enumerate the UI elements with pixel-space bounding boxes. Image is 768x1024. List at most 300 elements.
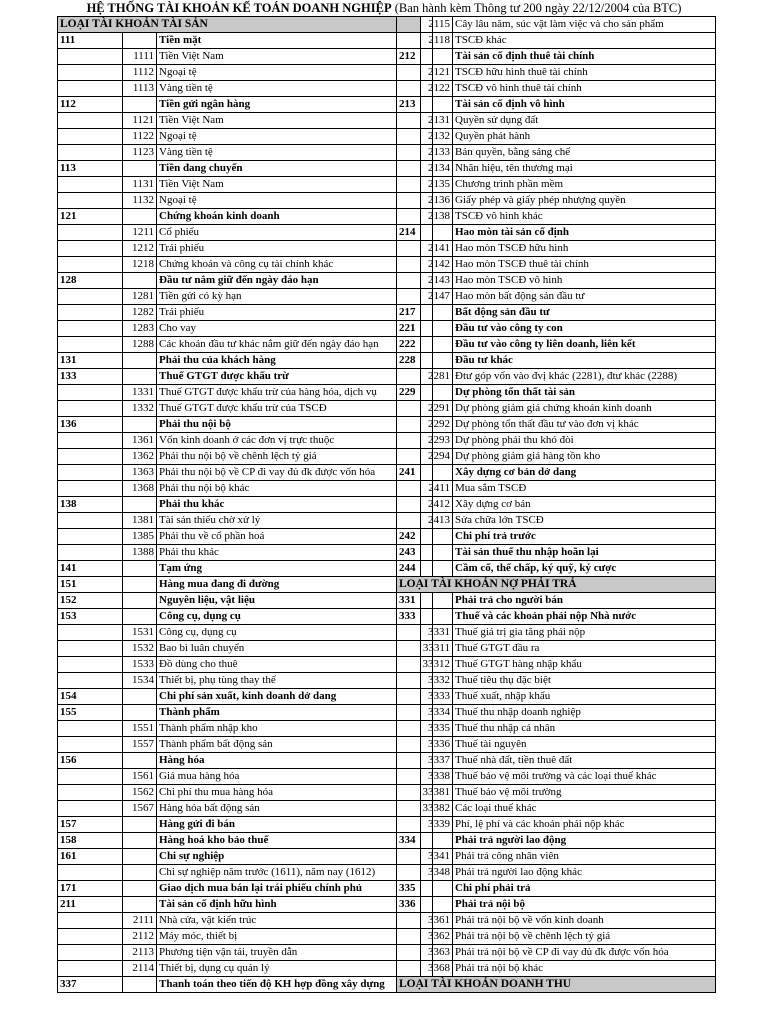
account-name: Dự phòng tổn thất đầu tư vào đơn vị khác xyxy=(453,417,716,433)
account-name: Mua sắm TSCĐ xyxy=(453,481,716,497)
account-row xyxy=(58,465,433,481)
account-row xyxy=(58,785,433,801)
account-code: 111 xyxy=(58,33,123,49)
account-code: 212 xyxy=(397,49,453,65)
account-row xyxy=(397,753,716,769)
sub-account-code: 1283 xyxy=(123,321,157,337)
account-row xyxy=(58,33,433,49)
account-code: 158 xyxy=(58,833,123,849)
sub-account-code xyxy=(123,577,157,593)
sub-account-code: 2135 xyxy=(397,177,453,193)
account-row xyxy=(58,961,433,977)
sub-account-code: 1331 xyxy=(123,385,157,401)
account-name: Ngoại tệ xyxy=(157,65,421,81)
account-name: Thành phẩm bất động sản xyxy=(157,737,421,753)
account-row xyxy=(397,945,716,961)
account-name: Cổ phiếu xyxy=(157,225,421,241)
account-name: Chi phí thu mua hàng hóa xyxy=(157,785,421,801)
account-code xyxy=(58,385,123,401)
account-name: Thành phẩm xyxy=(157,705,421,721)
account-row xyxy=(397,401,716,417)
sub-account-code: 3368 xyxy=(397,961,453,977)
account-name: Phải thu nội bộ khác xyxy=(157,481,421,497)
account-name: Tiền đang chuyển xyxy=(157,161,421,177)
sub-account-code: 2132 xyxy=(397,129,453,145)
account-name: Phí, lệ phí và các khoản phải nộp khác xyxy=(453,817,716,833)
account-row xyxy=(58,817,433,833)
account-row xyxy=(397,417,716,433)
account-code: 133 xyxy=(58,369,123,385)
sub-account-code: 1368 xyxy=(123,481,157,497)
account-name: Chi sự nghiệp xyxy=(157,849,421,865)
account-name: Thuế GTGT được khấu trừ xyxy=(157,369,421,385)
account-row xyxy=(397,33,716,49)
account-code xyxy=(58,177,123,193)
account-code xyxy=(58,529,123,545)
account-name: Quyền sử dụng đất xyxy=(453,113,716,129)
sub-account-code: 33311 xyxy=(397,641,453,657)
account-name: Thiết bị, dụng cụ quản lý xyxy=(157,961,421,977)
account-name: Phải thu nội bộ về chênh lệch tỷ giá xyxy=(157,449,421,465)
sub-account-code: 2122 xyxy=(397,81,453,97)
sub-account-code: 3331 xyxy=(397,625,453,641)
account-name: Chứng khoán và công cụ tài chính khác xyxy=(157,257,421,273)
account-row xyxy=(397,177,716,193)
account-name: Thuế bảo vệ môi trường xyxy=(453,785,716,801)
document-title xyxy=(0,0,768,16)
account-row xyxy=(397,337,716,353)
account-code xyxy=(58,65,123,81)
account-code xyxy=(58,657,123,673)
account-code xyxy=(58,129,123,145)
account-row xyxy=(397,513,716,529)
account-name: TSCĐ vô hình thuê tài chính xyxy=(453,81,716,97)
account-code xyxy=(58,321,123,337)
account-row xyxy=(58,753,433,769)
sub-account-code: 2111 xyxy=(123,913,157,929)
account-name: Phải thu khác xyxy=(157,545,421,561)
sub-account-code: 3337 xyxy=(397,753,453,769)
sub-account-code: 1557 xyxy=(123,737,157,753)
account-row xyxy=(397,641,716,657)
account-code xyxy=(58,545,123,561)
account-row xyxy=(58,977,433,993)
account-row xyxy=(58,881,433,897)
account-name: Phương tiện vận tải, truyền dẫn xyxy=(157,945,421,961)
sub-account-code xyxy=(123,881,157,897)
sub-account-code: 1122 xyxy=(123,129,157,145)
sub-account-code: 2113 xyxy=(123,945,157,961)
account-name: Vàng tiền tệ xyxy=(157,145,421,161)
sub-account-code: 1132 xyxy=(123,193,157,209)
account-name: Các khoản đầu tư khác nắm giữ đến ngày đáo hạn xyxy=(157,337,421,353)
account-name: Hàng mua đang đi đường xyxy=(157,577,421,593)
account-row xyxy=(397,833,716,849)
account-name: Tài sản cố định hữu hình xyxy=(157,897,421,913)
sub-account-code: 3361 xyxy=(397,913,453,929)
sub-account-code xyxy=(123,865,157,881)
account-row xyxy=(58,705,433,721)
account-name: Giá mua hàng hóa xyxy=(157,769,421,785)
account-row xyxy=(397,801,716,817)
account-row xyxy=(58,305,433,321)
account-row xyxy=(397,225,716,241)
account-name: Hàng hóa xyxy=(157,753,421,769)
sub-account-code: 3336 xyxy=(397,737,453,753)
account-row xyxy=(58,449,433,465)
account-name: Thiết bị, phụ tùng thay thế xyxy=(157,673,421,689)
sub-account-code xyxy=(123,97,157,113)
sub-account-code: 2147 xyxy=(397,289,453,305)
account-name: Phải trả nội bộ khác xyxy=(453,961,716,977)
account-code: 153 xyxy=(58,609,123,625)
sub-account-code xyxy=(123,689,157,705)
account-name: Thuế nhà đất, tiền thuê đất xyxy=(453,753,716,769)
account-row xyxy=(58,529,433,545)
sub-account-code: 2281 xyxy=(397,369,453,385)
account-name: Phải thu về cổ phần hoá xyxy=(157,529,421,545)
account-code: 138 xyxy=(58,497,123,513)
account-row xyxy=(397,17,716,33)
account-code: 171 xyxy=(58,881,123,897)
account-row xyxy=(397,129,716,145)
account-code xyxy=(58,289,123,305)
sub-account-code xyxy=(123,849,157,865)
account-code xyxy=(58,305,123,321)
account-name: Chứng khoán kinh doanh xyxy=(157,209,421,225)
account-row xyxy=(397,305,716,321)
account-code xyxy=(58,641,123,657)
account-name: Cây lâu năm, súc vật làm việc và cho sản phẩm xyxy=(453,17,716,33)
sub-account-code: 2293 xyxy=(397,433,453,449)
account-name: TSCĐ khác xyxy=(453,33,716,49)
sub-account-code: 2412 xyxy=(397,497,453,513)
account-code: 228 xyxy=(397,353,453,369)
account-name: Ngoại tệ xyxy=(157,129,421,145)
section-header-row xyxy=(397,977,716,993)
account-row xyxy=(58,513,433,529)
account-name: Phải trả nội bộ về chênh lệch tỷ giá xyxy=(453,929,716,945)
account-code xyxy=(58,433,123,449)
account-name: Hàng hóa bất động sản xyxy=(157,801,421,817)
account-row xyxy=(397,913,716,929)
account-name: Phải trả cho người bán xyxy=(453,593,716,609)
sub-account-code xyxy=(123,977,157,993)
account-row xyxy=(58,577,433,593)
account-code: 336 xyxy=(397,897,453,913)
account-name: Phải thu khác xyxy=(157,497,421,513)
sub-account-code xyxy=(123,833,157,849)
account-code xyxy=(58,401,123,417)
account-code: 243 xyxy=(397,545,453,561)
sub-account-code: 1385 xyxy=(123,529,157,545)
account-code: 157 xyxy=(58,817,123,833)
account-name: Nhà cửa, vật kiến trúc xyxy=(157,913,421,929)
account-name: Hao mòn TSCĐ vô hình xyxy=(453,273,716,289)
account-row xyxy=(397,209,716,225)
account-row xyxy=(397,65,716,81)
account-code xyxy=(58,81,123,97)
account-name: Bao bì luân chuyển xyxy=(157,641,421,657)
account-name: Hàng gửi đi bán xyxy=(157,817,421,833)
account-name: Công cụ, dụng cụ xyxy=(157,609,421,625)
sub-account-code xyxy=(123,353,157,369)
sub-account-code: 3339 xyxy=(397,817,453,833)
account-row xyxy=(397,561,716,577)
account-row xyxy=(58,945,433,961)
sub-account-code: 3332 xyxy=(397,673,453,689)
account-row xyxy=(397,193,716,209)
account-name: Tạm ứng xyxy=(157,561,421,577)
account-code xyxy=(58,865,123,881)
account-code xyxy=(58,465,123,481)
account-row xyxy=(58,833,433,849)
sub-account-code: 1531 xyxy=(123,625,157,641)
section-header: LOẠI TÀI KHOẢN NỢ PHẢI TRẢ xyxy=(397,577,716,593)
account-name: Tài sản thuế thu nhập hoãn lại xyxy=(453,545,716,561)
account-row xyxy=(397,97,716,113)
account-name: Hàng hoá kho bảo thuế xyxy=(157,833,421,849)
account-name: Hao mòn TSCĐ hữu hình xyxy=(453,241,716,257)
sub-account-code: 1112 xyxy=(123,65,157,81)
account-name: Vốn kinh doanh ở các đơn vị trực thuộc xyxy=(157,433,421,449)
account-row xyxy=(58,769,433,785)
sub-account-code: 1381 xyxy=(123,513,157,529)
sub-account-code xyxy=(123,817,157,833)
account-row xyxy=(397,321,716,337)
account-name: Chi sự nghiệp năm trước (1611), năm nay (1612) xyxy=(157,865,421,881)
accounts-table-left xyxy=(57,16,433,993)
account-name: Thuế và các khoản phải nộp Nhà nước xyxy=(453,609,716,625)
sub-account-code: 3335 xyxy=(397,721,453,737)
account-code: 334 xyxy=(397,833,453,849)
account-row xyxy=(397,481,716,497)
account-code: 222 xyxy=(397,337,453,353)
account-name: Tài sản cố định thuê tài chính xyxy=(453,49,716,65)
account-row xyxy=(397,625,716,641)
account-row xyxy=(397,369,716,385)
sub-account-code xyxy=(123,609,157,625)
account-name: Tiền Việt Nam xyxy=(157,177,421,193)
account-row xyxy=(58,897,433,913)
sub-account-code: 1288 xyxy=(123,337,157,353)
account-name: Thuế tiêu thụ đặc biệt xyxy=(453,673,716,689)
sub-account-code: 1551 xyxy=(123,721,157,737)
sub-account-code: 2141 xyxy=(397,241,453,257)
sub-account-code: 1131 xyxy=(123,177,157,193)
account-name: Trái phiếu xyxy=(157,305,421,321)
account-row xyxy=(397,897,716,913)
account-row xyxy=(397,657,716,673)
account-code: 141 xyxy=(58,561,123,577)
account-name: Thành phẩm nhập kho xyxy=(157,721,421,737)
account-name: Máy móc, thiết bị xyxy=(157,929,421,945)
sub-account-code: 1567 xyxy=(123,801,157,817)
account-code: 241 xyxy=(397,465,453,481)
account-name: Thuế giá trị gia tăng phải nộp xyxy=(453,625,716,641)
account-row xyxy=(397,529,716,545)
sub-account-code: 2291 xyxy=(397,401,453,417)
account-row xyxy=(58,145,433,161)
account-row xyxy=(58,433,433,449)
account-name: Thuế GTGT được khấu trừ của TSCĐ xyxy=(157,401,421,417)
sub-account-code: 2292 xyxy=(397,417,453,433)
account-code: 221 xyxy=(397,321,453,337)
account-row xyxy=(397,593,716,609)
account-code: 335 xyxy=(397,881,453,897)
account-name: Phải trả nội bộ về CP đi vay đủ đk được vốn hóa xyxy=(453,945,716,961)
account-name: Ngoại tệ xyxy=(157,193,421,209)
account-name: Xây dựng cơ bản xyxy=(453,497,716,513)
account-row xyxy=(397,49,716,65)
account-code xyxy=(58,193,123,209)
account-row xyxy=(58,385,433,401)
sub-account-code: 3333 xyxy=(397,689,453,705)
sub-account-code: 1282 xyxy=(123,305,157,321)
account-name: Tiền gửi ngân hàng xyxy=(157,97,421,113)
section-header-row xyxy=(58,17,433,33)
sub-account-code: 2118 xyxy=(397,33,453,49)
sub-account-code: 3348 xyxy=(397,865,453,881)
account-name: Phải thu của khách hàng xyxy=(157,353,421,369)
account-code xyxy=(58,961,123,977)
account-row xyxy=(58,545,433,561)
account-name: Đồ dùng cho thuê xyxy=(157,657,421,673)
account-row xyxy=(58,337,433,353)
account-name: Xây dựng cơ bản dở dang xyxy=(453,465,716,481)
account-name: Chương trình phần mềm xyxy=(453,177,716,193)
account-row xyxy=(58,593,433,609)
account-name: Thuế GTGT hàng nhập khẩu xyxy=(453,657,716,673)
account-row xyxy=(58,849,433,865)
account-row xyxy=(58,625,433,641)
account-name: Giấy phép và giấy phép nhượng quyền xyxy=(453,193,716,209)
account-row xyxy=(397,545,716,561)
account-row xyxy=(397,817,716,833)
account-code: 151 xyxy=(58,577,123,593)
sub-account-code: 1281 xyxy=(123,289,157,305)
account-name: Đầu tư vào công ty liên doanh, liên kết xyxy=(453,337,716,353)
account-code xyxy=(58,257,123,273)
account-row xyxy=(58,241,433,257)
account-code: 121 xyxy=(58,209,123,225)
sub-account-code: 2138 xyxy=(397,209,453,225)
account-name: Dự phòng giảm giá hàng tồn kho xyxy=(453,449,716,465)
document-title-main: HỆ THỐNG TÀI KHOẢN KẾ TOÁN DOANH NGHIỆP xyxy=(86,1,392,15)
account-name: Phải thu nội bộ xyxy=(157,417,421,433)
account-name: Chi phí phải trả xyxy=(453,881,716,897)
account-code xyxy=(58,737,123,753)
account-name: Dự phòng phải thu khó đòi xyxy=(453,433,716,449)
sub-account-code: 2134 xyxy=(397,161,453,177)
account-row xyxy=(58,113,433,129)
sub-account-code: 3338 xyxy=(397,769,453,785)
sub-account-code: 1362 xyxy=(123,449,157,465)
account-name: Trái phiếu xyxy=(157,241,421,257)
account-code: 214 xyxy=(397,225,453,241)
account-name: Phải trả người lao động xyxy=(453,833,716,849)
account-row xyxy=(397,465,716,481)
sub-account-code: 1532 xyxy=(123,641,157,657)
account-name: Thuế tài nguyên xyxy=(453,737,716,753)
account-code xyxy=(58,113,123,129)
account-row xyxy=(58,49,433,65)
account-row xyxy=(397,673,716,689)
account-name: Thuế thu nhập doanh nghiệp xyxy=(453,705,716,721)
account-name: Các loại thuế khác xyxy=(453,801,716,817)
account-row xyxy=(58,929,433,945)
account-name: Tài sản thiếu chờ xử lý xyxy=(157,513,421,529)
account-name: Giao dịch mua bán lại trái phiếu chính phủ xyxy=(157,881,421,897)
sub-account-code: 2411 xyxy=(397,481,453,497)
sub-account-code xyxy=(123,561,157,577)
account-row xyxy=(58,225,433,241)
account-row xyxy=(397,385,716,401)
sub-account-code: 3334 xyxy=(397,705,453,721)
account-code: 229 xyxy=(397,385,453,401)
account-code: 331 xyxy=(397,593,453,609)
account-code xyxy=(58,449,123,465)
account-name: Tiền Việt Nam xyxy=(157,113,421,129)
sub-account-code xyxy=(123,33,157,49)
account-name: Sửa chữa lớn TSCĐ xyxy=(453,513,716,529)
account-row xyxy=(397,497,716,513)
sub-account-code: 2114 xyxy=(123,961,157,977)
sub-account-code: 2142 xyxy=(397,257,453,273)
account-code: 156 xyxy=(58,753,123,769)
account-row xyxy=(58,481,433,497)
account-name: Cho vay xyxy=(157,321,421,337)
section-header: LOẠI TÀI KHOẢN DOANH THU xyxy=(397,977,716,993)
sub-account-code: 1121 xyxy=(123,113,157,129)
sub-account-code xyxy=(123,497,157,513)
account-code xyxy=(58,337,123,353)
account-code: 131 xyxy=(58,353,123,369)
account-row xyxy=(397,449,716,465)
section-header: LOẠI TÀI KHOẢN TÀI SẢN xyxy=(58,17,421,33)
sub-account-code xyxy=(123,273,157,289)
account-name: TSCĐ vô hình khác xyxy=(453,209,716,225)
account-code: 128 xyxy=(58,273,123,289)
account-row xyxy=(58,641,433,657)
sub-account-code: 2133 xyxy=(397,145,453,161)
account-row xyxy=(397,721,716,737)
account-name: Công cụ, dụng cụ xyxy=(157,625,421,641)
account-name: Dự phòng tổn thất tài sản xyxy=(453,385,716,401)
account-row xyxy=(58,129,433,145)
sub-account-code: 1388 xyxy=(123,545,157,561)
account-row xyxy=(58,161,433,177)
account-row xyxy=(58,65,433,81)
sub-account-code: 33381 xyxy=(397,785,453,801)
account-row xyxy=(397,257,716,273)
sub-account-code: 3341 xyxy=(397,849,453,865)
account-code xyxy=(58,625,123,641)
account-name: Bản quyền, bằng sáng chế xyxy=(453,145,716,161)
account-row xyxy=(397,849,716,865)
account-code xyxy=(58,913,123,929)
account-row xyxy=(397,785,716,801)
accounts-table-right xyxy=(396,16,716,993)
sub-account-code: 1211 xyxy=(123,225,157,241)
sub-account-code xyxy=(123,417,157,433)
account-code: 244 xyxy=(397,561,453,577)
account-name: Thuế GTGT được khấu trừ của hàng hóa, dịch vụ xyxy=(157,385,421,401)
account-row xyxy=(58,609,433,625)
account-name: Đầu tư nắm giữ đến ngày đáo hạn xyxy=(157,273,421,289)
account-code: 136 xyxy=(58,417,123,433)
account-name: Quyền phát hành xyxy=(453,129,716,145)
